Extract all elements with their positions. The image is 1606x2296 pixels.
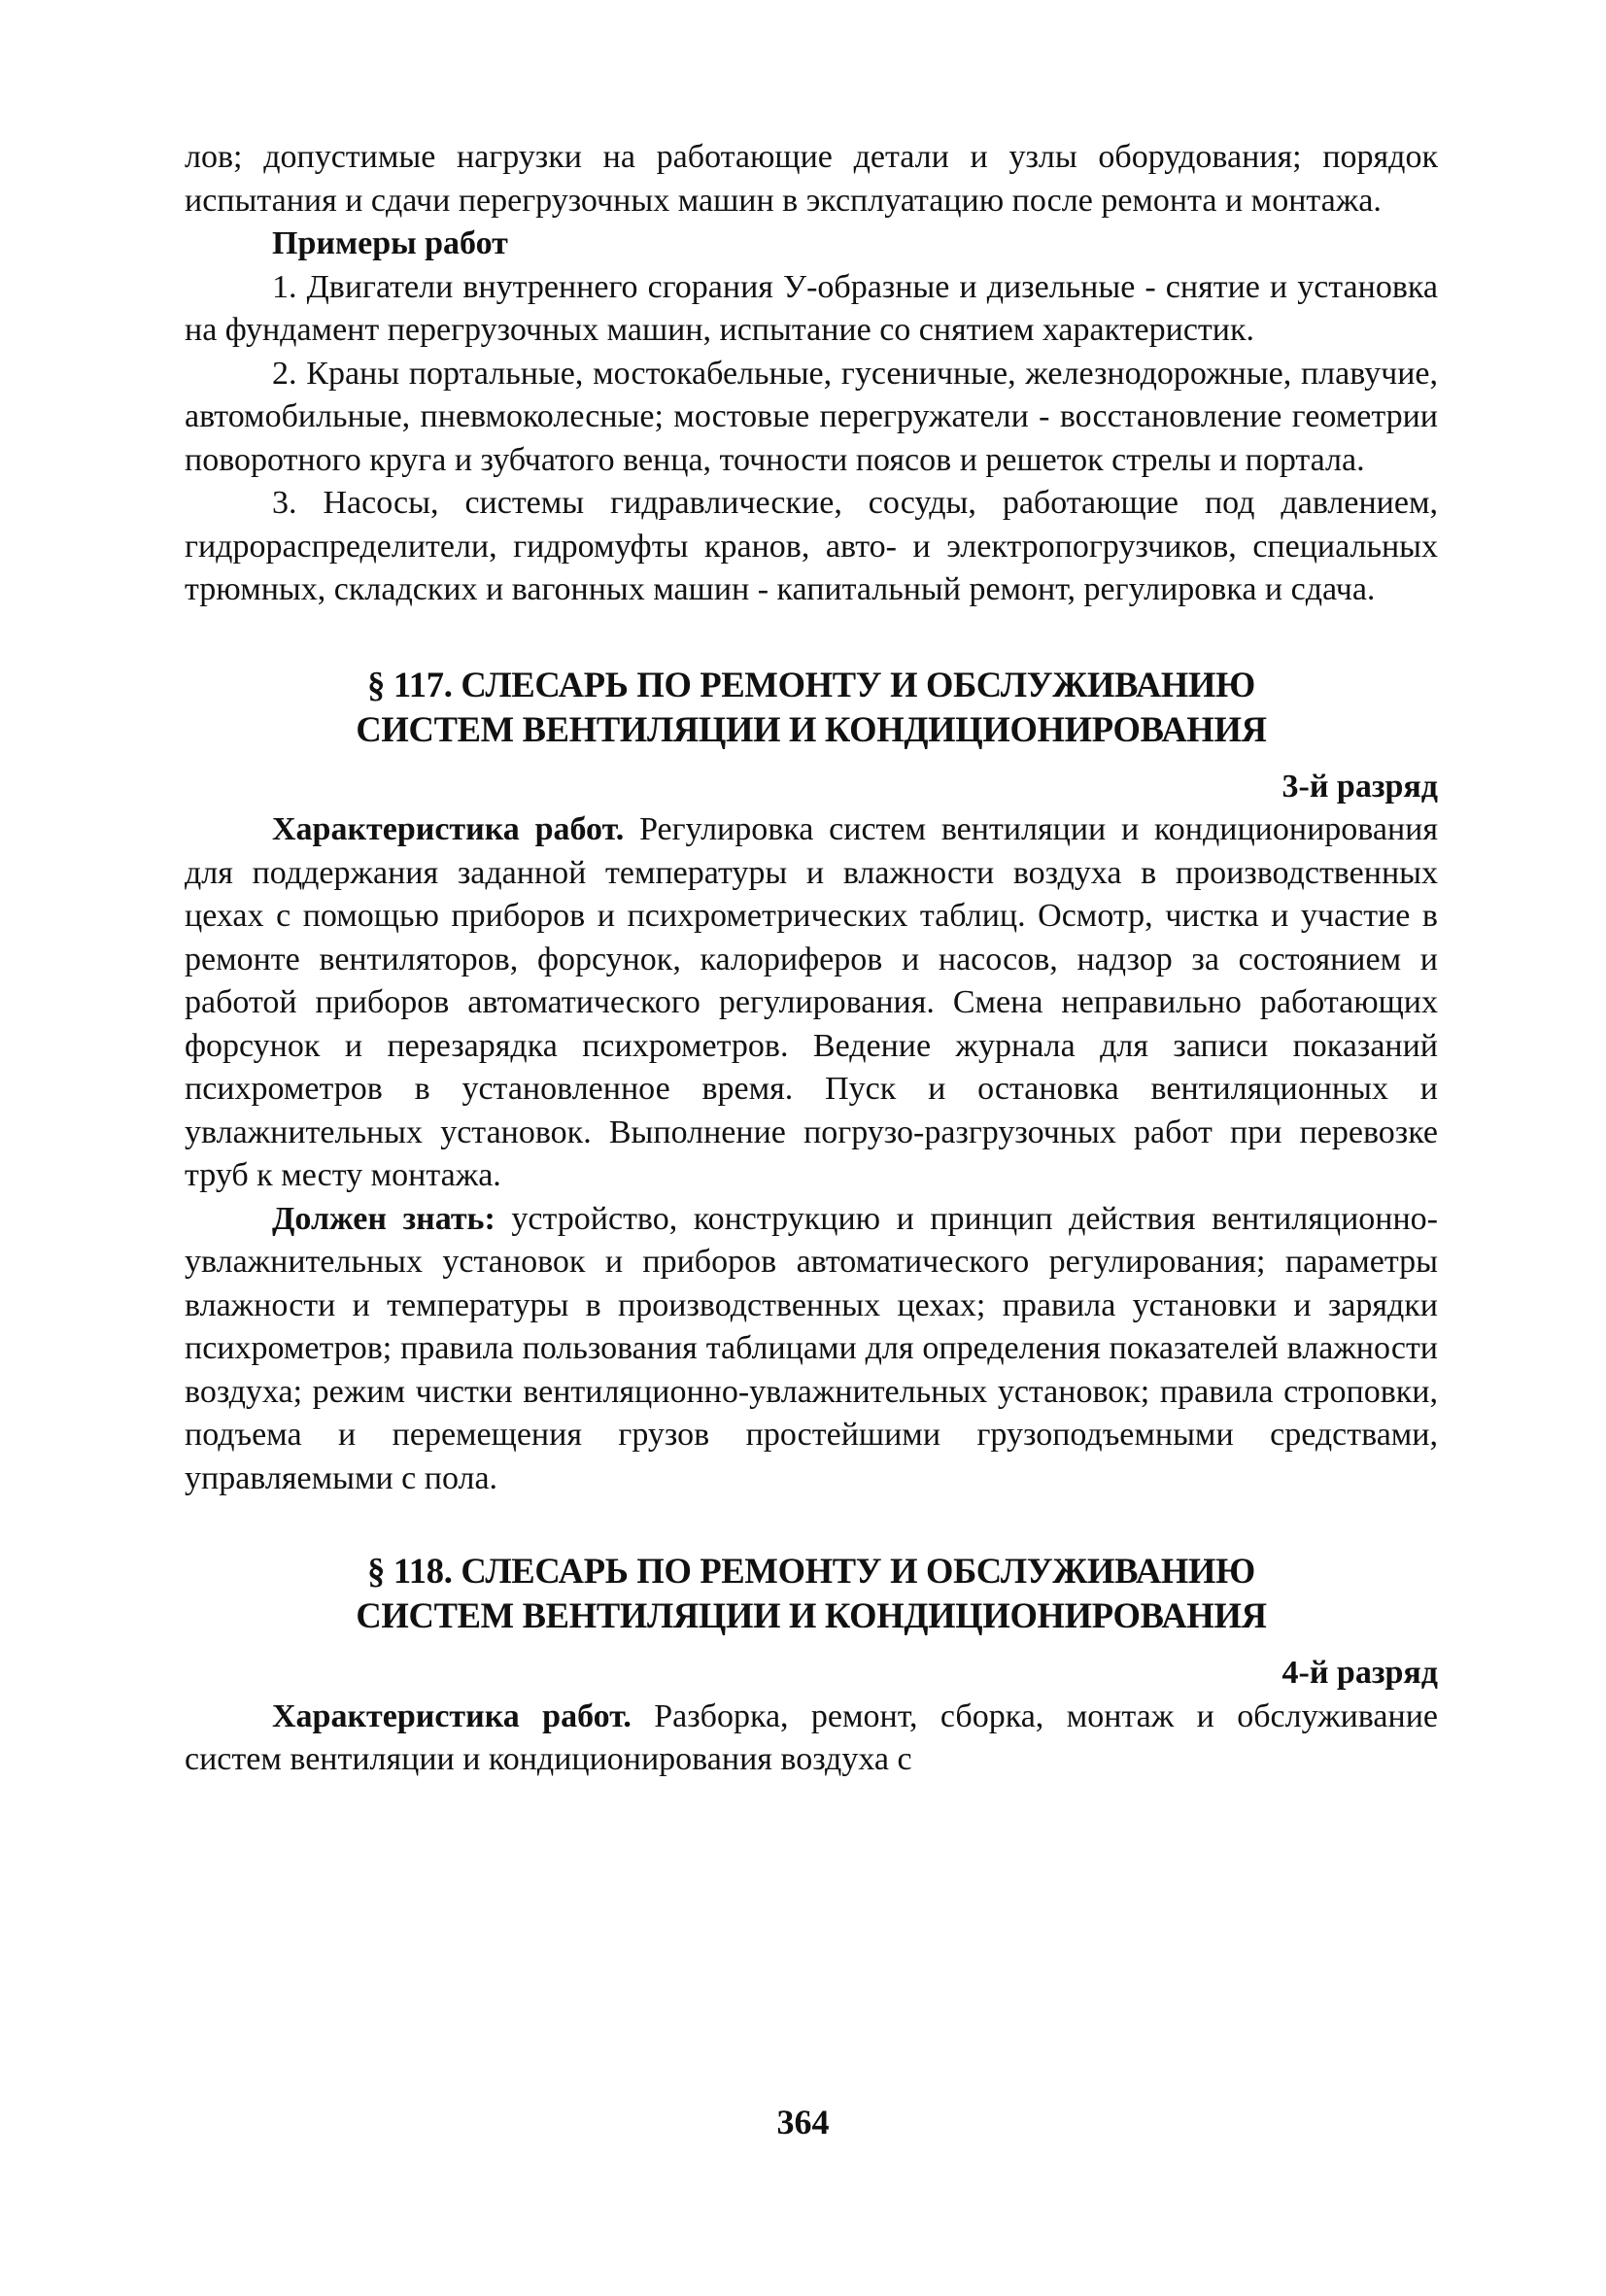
continuation-paragraph: лов; допустимые нагрузки на работающие детали и узлы оборудования; порядок испытания и сдачи перегрузочных машин в эксплуатацию после ремонта и монтажа. — [185, 139, 1438, 219]
example-item-3: 3. Насосы, системы гидравлические, сосуды, работающие под давлением, гидрораспределители, гидромуфты кранов, авто- и электропогрузчиков, специальных трюмных, складских и вагонных машин - капитальный ремонт, регулировка и сдача. — [185, 485, 1438, 607]
characteristic-text: Регулировка систем вентиляции и кондиционирования для поддержания заданной температуры и влажности воздуха в производственных цехах с помощью приборов и психрометрических таблиц. Осмотр, чистка и участие в ремонте вентиляторов, форсунок, калориферов и насосов, надзор за состоянием и работой приборов автоматического регулирования. Смена неправильно работающих форсунок и перезарядка психрометров. Ведение журнала для записи показаний психрометров в установленное время. Пуск и остановка вентиляционных и увлажнительных установок. Выполнение погрузо-разгрузочных работ при перевозке труб к месту монтажа. — [185, 811, 1438, 1193]
section-117-rank: 3-й разряд — [1281, 768, 1438, 805]
section-117-title-line1: § 117. СЛЕСАРЬ ПО РЕМОНТУ И ОБСЛУЖИВАНИЮ — [367, 664, 1255, 704]
section-117-title-line2: СИСТЕМ ВЕНТИЛЯЦИИ И КОНДИЦИОНИРОВАНИЯ — [356, 708, 1267, 749]
knowledge-text: устройство, конструкцию и принцип действия вентиляционно-увлажнительных установок и приборов автоматического регулирования; параметры влажности и температуры в производственных цехах; правила установки и зарядки психрометров; правила пользования таблицами для определения показателей влажности воздуха; режим чистки вентиляционно-увлажнительных установок; правила строповки, подъема и перемещения грузов простейшими грузоподъемными средствами, управляемыми с пола. — [185, 1200, 1438, 1496]
example-item-1: 1. Двигатели внутреннего сгорания У-образные и дизельные - снятие и установка на фундамент перегрузочных машин, испытание со снятием характеристик. — [185, 268, 1438, 348]
example-item-2: 2. Краны портальные, мостокабельные, гусеничные, железнодорожные, плавучие, автомобильные, пневмоколесные; мостовые перегружатели - восстановление геометрии поворотного круга и зубчатого венца, точности поясов и решеток стрелы и портала. — [185, 355, 1438, 478]
characteristic-text: Разборка, ремонт, сборка, монтаж и обслуживание систем вентиляции и кондиционирования воздуха с — [185, 1697, 1438, 1777]
section-118-rank: 4-й разряд — [1281, 1655, 1438, 1691]
section-118-title — [185, 1549, 1438, 1638]
page-content — [185, 136, 1438, 1782]
section-118-characteristic — [185, 1696, 1438, 1782]
section-117-characteristic — [185, 808, 1438, 1198]
section-118-title-line2: СИСТЕМ ВЕНТИЛЯЦИИ И КОНДИЦИОНИРОВАНИЯ — [356, 1595, 1267, 1635]
section-117-title — [185, 663, 1438, 752]
characteristic-label: Характеристика работ. — [272, 811, 625, 847]
page-number: 364 — [776, 2103, 830, 2142]
section-117-knowledge — [185, 1198, 1438, 1501]
examples-heading: Примеры работ — [272, 225, 508, 261]
characteristic-label: Характеристика работ. — [272, 1697, 632, 1734]
section-118-title-line1: § 118. СЛЕСАРЬ ПО РЕМОНТУ И ОБСЛУЖИВАНИЮ — [367, 1551, 1255, 1591]
knowledge-label: Должен знать: — [272, 1200, 495, 1237]
